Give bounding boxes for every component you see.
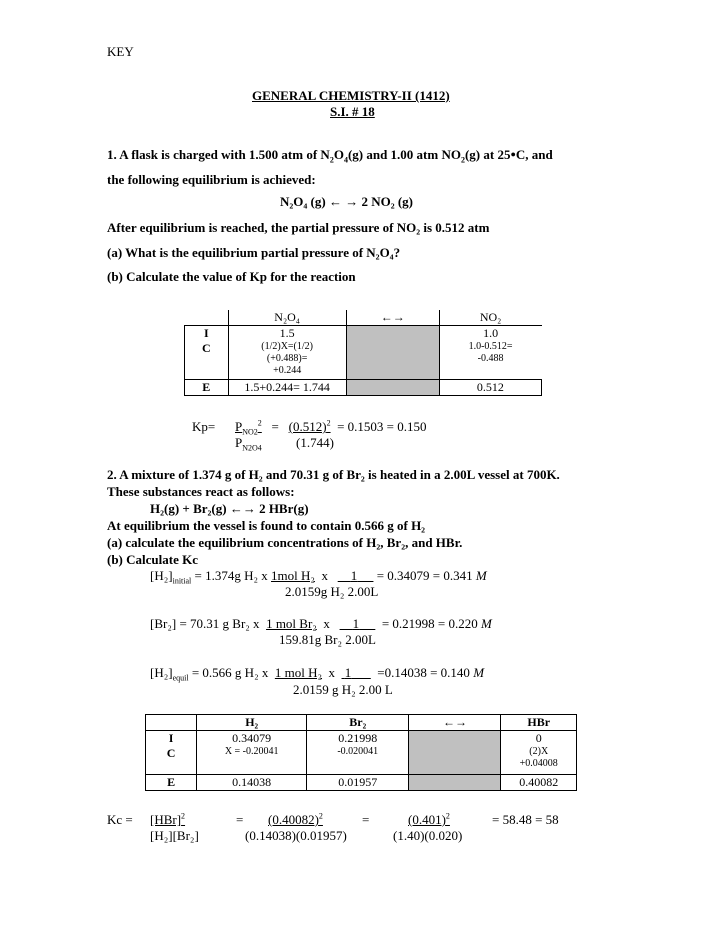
ice1-e-blank [346, 380, 439, 396]
ice2-e-hbr: 0.40082 [501, 775, 577, 791]
kc-num-2: $(0.40082)^2$ [268, 811, 323, 827]
ice1-header-no2: NO₂ [439, 310, 541, 326]
ice1-i-n2o4: 1.5 [228, 326, 346, 342]
ice1-e-n2o4: 1.5+0.244= 1.744 [228, 380, 346, 396]
ice1-row-c-label: C [185, 341, 229, 380]
q1-line3: After equilibrium is reached, the partial pressure of NO₂ is 0.512 atm [107, 220, 490, 235]
ice2-header-br2: Br₂ [307, 715, 409, 731]
ice2-i-hbr: 0 [501, 731, 577, 747]
ice-table-2 [145, 714, 577, 791]
q2-line3: At equilibrium the vessel is found to contain 0.566 g of H₂ [107, 518, 426, 533]
q2-part-b: (b) Calculate Kc [107, 552, 198, 567]
kc-den-1: [H₂][Br₂] [150, 828, 199, 843]
ice2-e-br2: 0.01957 [307, 775, 409, 791]
ice1-c-blank [346, 341, 439, 380]
calc-br2: [Br₂] = 70.31 g Br₂ x 1 mol Br₂ x 1 = 0.21998 = 0.220 M [150, 616, 492, 631]
kp-numerator: $P_{NO2}^2$ = $(0.512)^2 = 0.1503 = 0.150$ [235, 418, 427, 437]
ice2-header-h2: H₂ [197, 715, 307, 731]
q2-line1: 2. A mixture of 1.374 g of H₂ and 70.31 g of Br₂ is heated in a 2.00L vessel at 700K. [107, 467, 560, 482]
calc-h2-equil-den: 2.0159 g H₂ 2.00 L [293, 682, 393, 697]
kc-num-3: $(0.401)^2$ [408, 811, 450, 827]
ice2-header-arrow: ←→ [409, 715, 501, 731]
calc-h2-equil: $[H_2]_{equil} = 0.566$ g H₂ x 1 mol H₂ x 1 =0.14038 = 0.140 M [150, 665, 485, 683]
ice1-header-arrow: ←→ [346, 310, 439, 326]
kc-den-2: (0.14038)(0.01957) [245, 828, 347, 843]
key-label: KEY [107, 44, 134, 59]
ice1-c-no2: 1.0-0.512= -0.488 [439, 341, 541, 380]
ice2-c-blank [409, 746, 501, 775]
kc-result: = 58.48 = 58 [492, 812, 559, 827]
ice2-row-i-label: I [146, 731, 197, 747]
ice2-i-br2: 0.21998 [307, 731, 409, 747]
ice-table-1 [184, 310, 542, 396]
calc-br2-den: 159.81g Br₂ 2.00L [279, 632, 376, 647]
ice2-e-blank [409, 775, 501, 791]
q1-part-a: (a) What is the equilibrium partial pressure of N₂O₄? [107, 245, 401, 260]
ice2-i-h2: 0.34079 [197, 731, 307, 747]
ice2-c-h2: X = -0.20041 [197, 746, 307, 775]
q1-line1: 1. A flask is charged with 1.500 atm of $N_2O_4(g)$ and 1.00 atm $NO_2(g)$ at 25●C, and [107, 147, 553, 165]
ice1-header-n2o4: N₂O₄ [228, 310, 346, 326]
kc-den-3: (1.40)(0.020) [393, 828, 463, 843]
ice2-c-hbr: (2)X +0.04008 [501, 746, 577, 775]
kc-eq-2: = [362, 812, 370, 827]
ice2-c-br2: -0.020041 [307, 746, 409, 775]
ice1-row-e-label: E [185, 380, 229, 396]
ice1-c-n2o4: (1/2)X=(1/2) (+0.488)= +0.244 [228, 341, 346, 380]
ice1-row-i-label: I [185, 326, 229, 342]
ice1-i-no2: 1.0 [439, 326, 541, 342]
calc-h2-initial-den: 2.0159g H₂ 2.00L [285, 584, 379, 599]
kc-num-1: [HBr]$^2$ [150, 811, 186, 827]
q1-reaction: N₂O₄ (g) ← → 2 NO₂ (g) [280, 194, 414, 209]
ice2-i-blank [409, 731, 501, 747]
ice2-row-c-label: C [146, 746, 197, 775]
calc-h2-initial: $[H_2]_{initial} = 1.374g$ H₂ x 1mol H₂ x 1 = 0.34079 = 0.341 M [150, 568, 487, 586]
course-title: GENERAL CHEMISTRY-II (1412) [252, 88, 450, 103]
si-number: S.I. # 18 [330, 104, 375, 119]
q1-line2: the following equilibrium is achieved: [107, 172, 316, 187]
q2-line2: These substances react as follows: [107, 484, 295, 499]
ice1-i-blank [346, 326, 439, 342]
q2-reaction: H₂(g) + Br₂(g) ←→ 2 HBr(g) [150, 501, 309, 516]
q2-part-a: (a) calculate the equilibrium concentrations of H₂, Br₂, and HBr. [107, 535, 463, 550]
ice2-e-h2: 0.14038 [197, 775, 307, 791]
ice2-row-e-label: E [146, 775, 197, 791]
ice2-header-hbr: HBr [501, 715, 577, 731]
kc-eq-1: = [236, 812, 244, 827]
q1-part-b: (b) Calculate the value of Kp for the reaction [107, 269, 356, 284]
ice1-e-no2: 0.512 [439, 380, 541, 396]
kc-label: Kc = [107, 812, 133, 827]
kp-label: Kp= [192, 419, 216, 434]
kp-denominator-value: (1.744) [296, 435, 334, 450]
kp-denominator: $P_{N2O4}$ [235, 435, 262, 453]
